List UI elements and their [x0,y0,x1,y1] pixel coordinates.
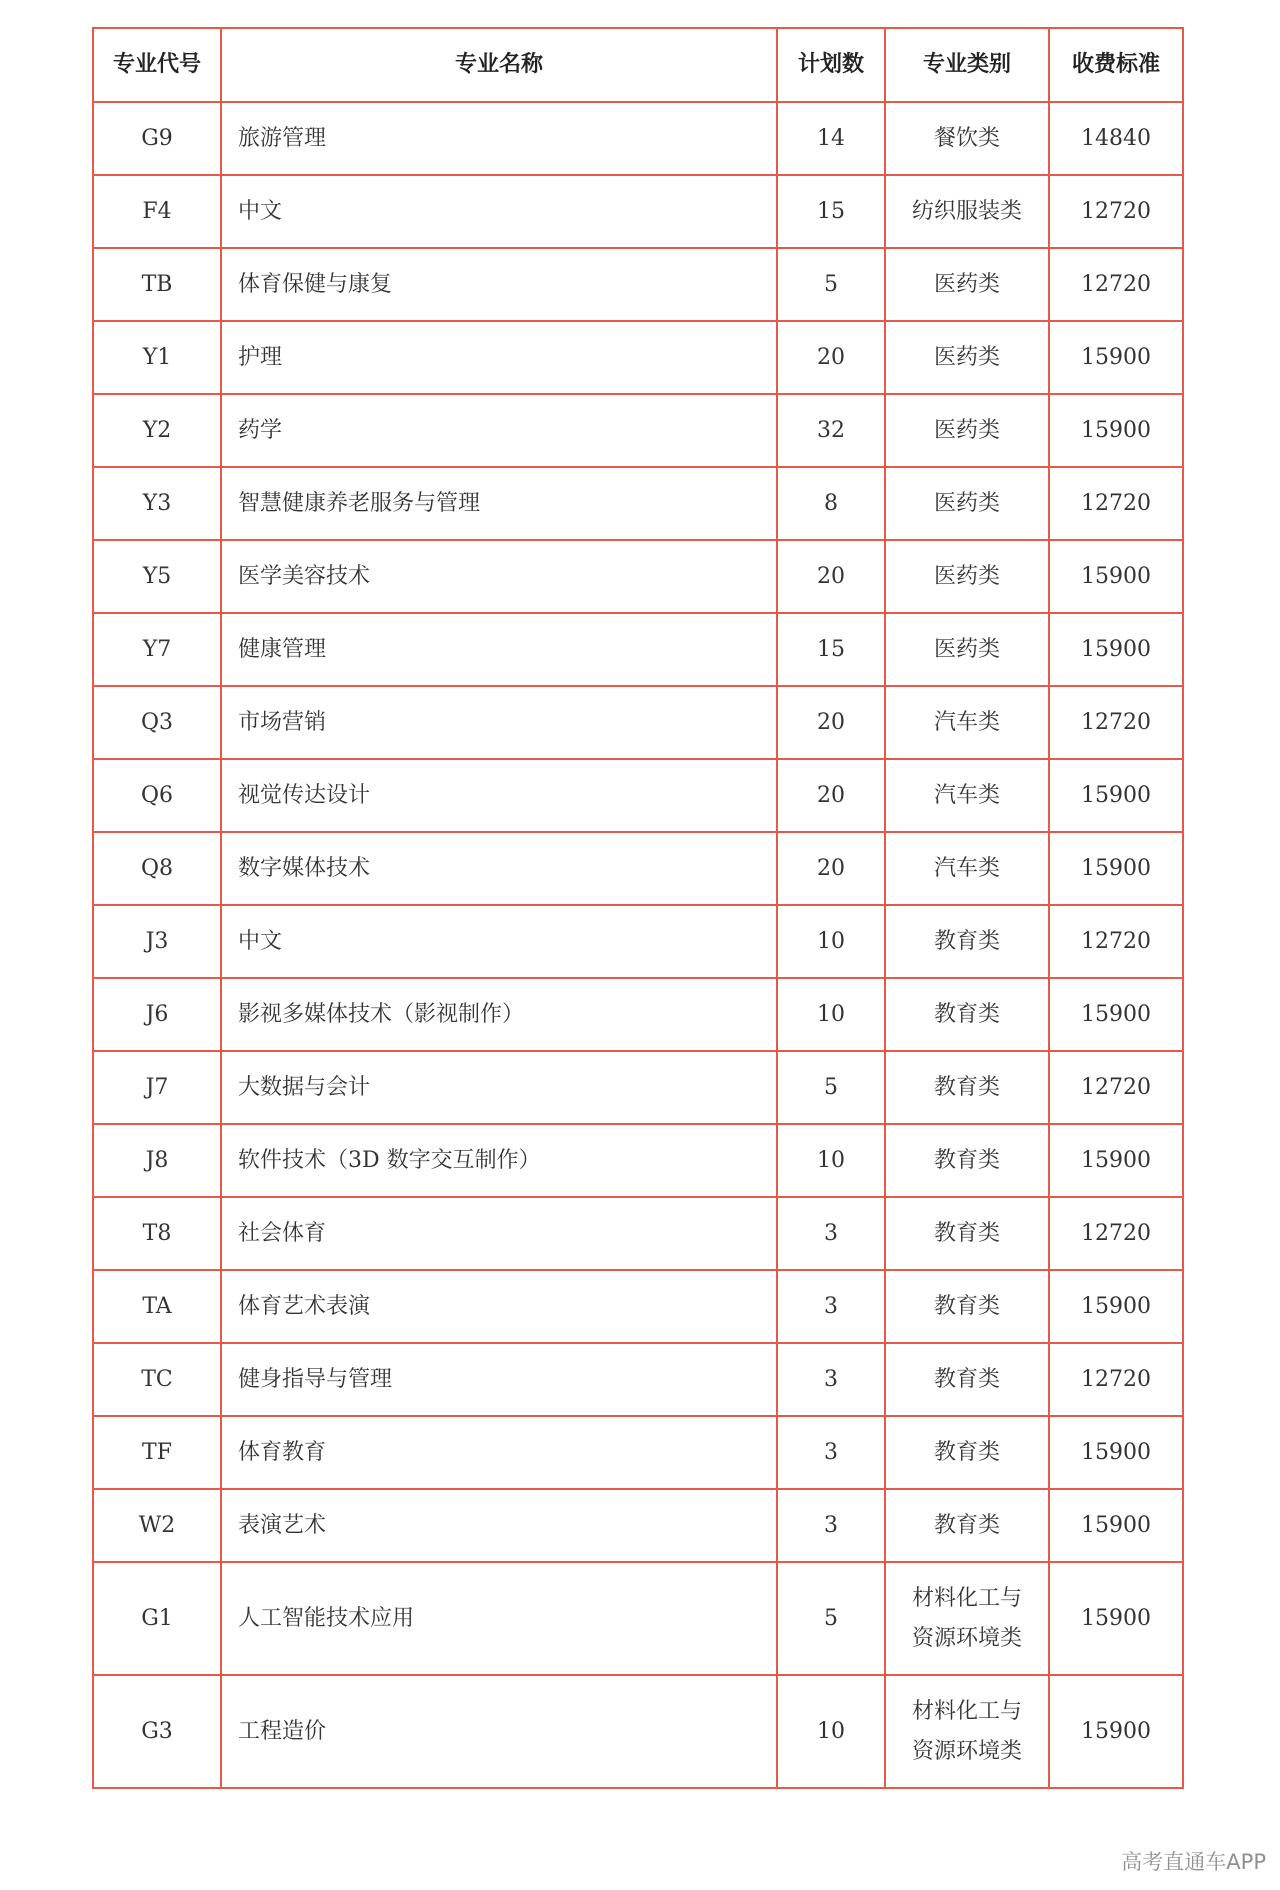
cell-name: 药学 [221,394,777,467]
category-label: 汽车类 [933,782,1000,808]
category-label: 教育类 [933,1439,1000,1465]
category-label: 材料化工与资源环境类 [911,1585,1022,1651]
cell-code: W2 [93,1489,221,1562]
table-row [93,102,1183,175]
cell-fee: 15900 [1049,1124,1183,1197]
cell-name: 影视多媒体技术（影视制作） [221,978,777,1051]
cell-code: Y1 [93,321,221,394]
cell-fee: 12720 [1049,1051,1183,1124]
cell-category [885,686,1049,759]
cell-code: T8 [93,1197,221,1270]
category-label: 医药类 [933,636,1000,662]
cell-code: Y3 [93,467,221,540]
cell-plan: 20 [777,321,885,394]
table-row [93,978,1183,1051]
table-row [93,321,1183,394]
cell-name: 智慧健康养老服务与管理 [221,467,777,540]
cell-category [885,613,1049,686]
cell-name: 体育教育 [221,1416,777,1489]
cell-fee: 15900 [1049,1675,1183,1788]
cell-fee: 15900 [1049,1270,1183,1343]
category-label: 教育类 [933,1220,1000,1246]
cell-plan: 10 [777,1675,885,1788]
category-label: 教育类 [933,1147,1000,1173]
cell-name: 市场营销 [221,686,777,759]
cell-category [885,1124,1049,1197]
cell-category [885,832,1049,905]
table-row [93,248,1183,321]
table-row [93,540,1183,613]
cell-code: G1 [93,1562,221,1675]
cell-code: F4 [93,175,221,248]
cell-code: J3 [93,905,221,978]
cell-fee: 12720 [1049,248,1183,321]
category-label: 汽车类 [933,855,1000,881]
cell-fee: 15900 [1049,1562,1183,1675]
table-row [93,759,1183,832]
watermark-text: 高考直通车APP [1121,1850,1266,1874]
cell-category [885,1489,1049,1562]
header-fee: 收费标准 [1049,28,1183,102]
cell-plan: 3 [777,1489,885,1562]
category-label: 教育类 [933,1293,1000,1319]
category-label: 教育类 [933,1001,1000,1027]
cell-category [885,759,1049,832]
cell-plan: 3 [777,1197,885,1270]
cell-fee: 12720 [1049,686,1183,759]
cell-plan: 15 [777,175,885,248]
cell-fee: 14840 [1049,102,1183,175]
category-label: 教育类 [933,1074,1000,1100]
cell-category [885,905,1049,978]
category-label: 教育类 [933,1366,1000,1392]
cell-name: 健康管理 [221,613,777,686]
table-header [93,28,1183,102]
cell-name: 大数据与会计 [221,1051,777,1124]
cell-code: TC [93,1343,221,1416]
cell-plan: 8 [777,467,885,540]
major-table [92,27,1184,1789]
cell-plan: 10 [777,978,885,1051]
cell-category [885,978,1049,1051]
header-code: 专业代号 [93,28,221,102]
cell-name: 工程造价 [221,1675,777,1788]
cell-name: 表演艺术 [221,1489,777,1562]
header-row [93,28,1183,102]
cell-category [885,467,1049,540]
cell-code: J7 [93,1051,221,1124]
table-row [93,1051,1183,1124]
cell-name: 医学美容技术 [221,540,777,613]
header-plan: 计划数 [777,28,885,102]
cell-plan: 20 [777,540,885,613]
cell-code: TF [93,1416,221,1489]
cell-fee: 15900 [1049,613,1183,686]
cell-name: 视觉传达设计 [221,759,777,832]
cell-fee: 12720 [1049,1343,1183,1416]
cell-fee: 15900 [1049,759,1183,832]
cell-plan: 3 [777,1343,885,1416]
cell-category [885,102,1049,175]
header-category: 专业类别 [885,28,1049,102]
cell-category [885,1675,1049,1788]
cell-fee: 15900 [1049,832,1183,905]
cell-code: Q6 [93,759,221,832]
table-row [93,1124,1183,1197]
cell-name: 旅游管理 [221,102,777,175]
table-body [93,102,1183,1788]
cell-plan: 5 [777,1562,885,1675]
category-label: 纺织服装类 [911,198,1022,224]
category-label: 教育类 [933,1512,1000,1538]
table-row [93,175,1183,248]
cell-fee: 12720 [1049,1197,1183,1270]
table-row [93,613,1183,686]
cell-name: 体育保健与康复 [221,248,777,321]
cell-code: J8 [93,1124,221,1197]
cell-fee: 15900 [1049,321,1183,394]
cell-category [885,540,1049,613]
cell-plan: 20 [777,686,885,759]
cell-fee: 12720 [1049,467,1183,540]
table-row [93,1562,1183,1675]
table-row [93,1416,1183,1489]
cell-category [885,1051,1049,1124]
cell-fee: 12720 [1049,175,1183,248]
category-label: 医药类 [933,490,1000,516]
cell-code: Y7 [93,613,221,686]
cell-plan: 10 [777,1124,885,1197]
cell-category [885,175,1049,248]
cell-plan: 14 [777,102,885,175]
cell-code: G9 [93,102,221,175]
cell-name: 人工智能技术应用 [221,1562,777,1675]
table-row [93,467,1183,540]
table-row [93,1270,1183,1343]
cell-fee: 15900 [1049,1416,1183,1489]
cell-category [885,248,1049,321]
cell-code: J6 [93,978,221,1051]
cell-code: Q8 [93,832,221,905]
cell-name: 健身指导与管理 [221,1343,777,1416]
category-label: 医药类 [933,271,1000,297]
cell-plan: 15 [777,613,885,686]
category-label: 餐饮类 [933,125,1000,151]
cell-fee: 15900 [1049,1489,1183,1562]
header-name: 专业名称 [221,28,777,102]
cell-fee: 15900 [1049,978,1183,1051]
table-row [93,1489,1183,1562]
cell-category [885,1343,1049,1416]
table-row [93,686,1183,759]
category-label: 材料化工与资源环境类 [911,1698,1022,1764]
cell-fee: 15900 [1049,394,1183,467]
table-row [93,1675,1183,1788]
cell-plan: 3 [777,1416,885,1489]
cell-plan: 10 [777,905,885,978]
category-label: 医药类 [933,344,1000,370]
cell-plan: 20 [777,832,885,905]
table-row [93,1197,1183,1270]
cell-category [885,1197,1049,1270]
cell-fee: 15900 [1049,540,1183,613]
cell-name: 社会体育 [221,1197,777,1270]
cell-code: Y5 [93,540,221,613]
category-label: 医药类 [933,417,1000,443]
category-label: 汽车类 [933,709,1000,735]
cell-category [885,321,1049,394]
table-row [93,394,1183,467]
cell-plan: 5 [777,248,885,321]
cell-plan: 5 [777,1051,885,1124]
cell-category [885,1270,1049,1343]
cell-code: G3 [93,1675,221,1788]
cell-name: 软件技术（3D 数字交互制作） [221,1124,777,1197]
cell-fee: 12720 [1049,905,1183,978]
cell-name: 数字媒体技术 [221,832,777,905]
cell-name: 中文 [221,175,777,248]
table-row [93,832,1183,905]
cell-plan: 20 [777,759,885,832]
cell-plan: 32 [777,394,885,467]
category-label: 教育类 [933,928,1000,954]
cell-plan: 3 [777,1270,885,1343]
table-row [93,905,1183,978]
cell-code: Y2 [93,394,221,467]
cell-name: 中文 [221,905,777,978]
cell-code: Q3 [93,686,221,759]
cell-name: 体育艺术表演 [221,1270,777,1343]
cell-code: TB [93,248,221,321]
cell-code: TA [93,1270,221,1343]
cell-category [885,1416,1049,1489]
cell-category [885,1562,1049,1675]
table-row [93,1343,1183,1416]
cell-name: 护理 [221,321,777,394]
category-label: 医药类 [933,563,1000,589]
cell-category [885,394,1049,467]
